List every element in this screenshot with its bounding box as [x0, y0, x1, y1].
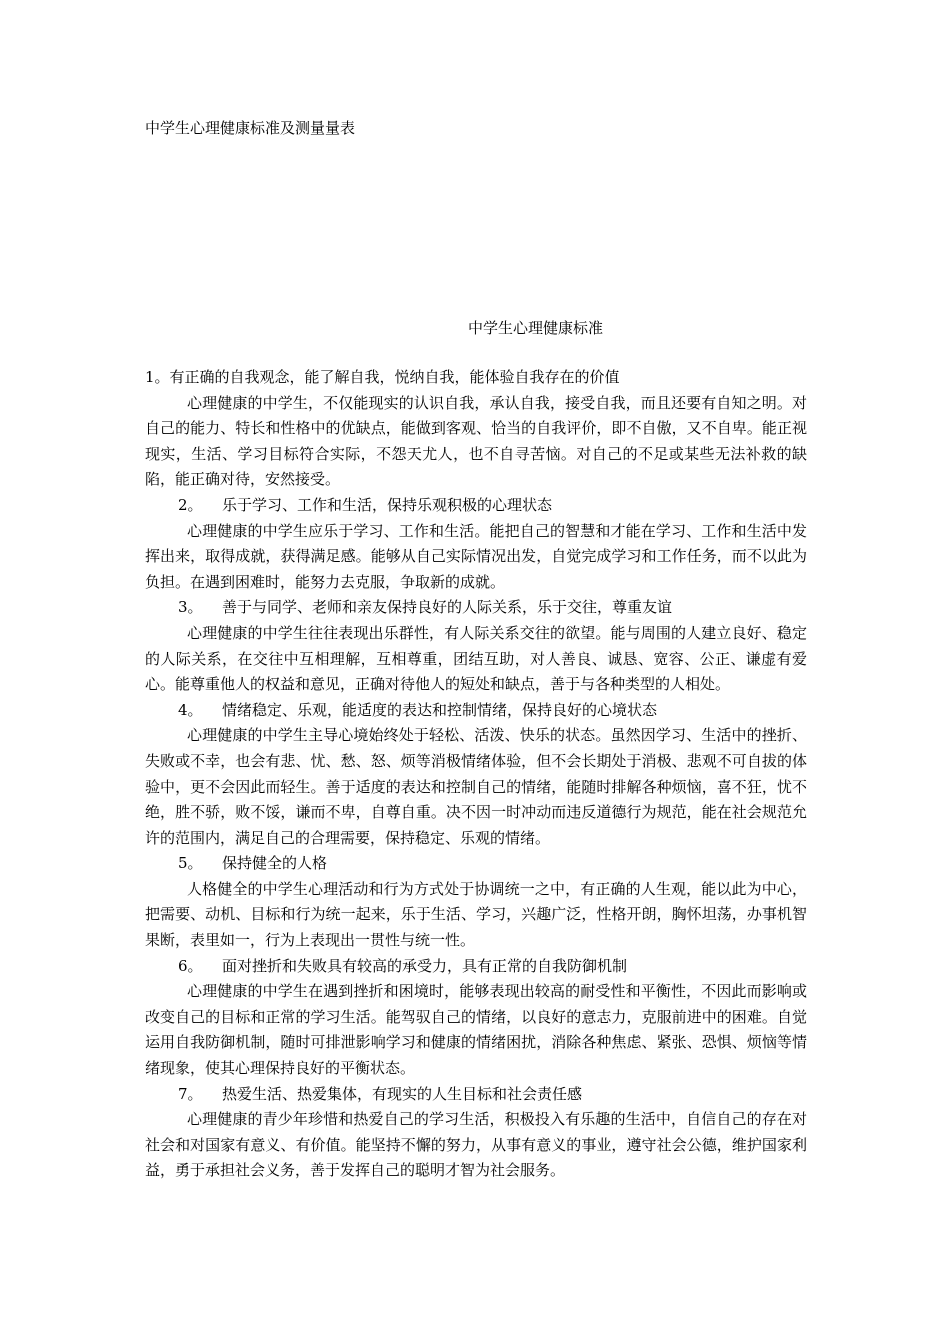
item-number: 6。: [178, 956, 203, 975]
item-paragraph-4: 心理健康的中学生主导心境始终处于轻松、活泼、快乐的状态。虽然因学习、生活中的挫折、失败或不幸，也会有悲、忧、愁、怒、烦等消极情绪体验，但不会长期处于消极、悲观不可自拔的体验中，更不会因此而轻生。善于适度的表达和控制自己的情绪，能随时排解各种烦恼，喜不狂，忧不绝，胜不骄，败不馁，谦而不卑，自尊自重。决不因一时冲动而违反道德行为规范，能在社会规范允许的范围内，满足自己的合理需要，保持稳定、乐观的情绪。: [145, 726, 807, 847]
document-title: 中学生心理健康标准及测量量表: [145, 119, 356, 137]
item-heading-1: [145, 365, 807, 391]
item-heading-6: [145, 954, 807, 980]
item-number: 5。: [178, 854, 203, 873]
item-heading-5: [145, 851, 807, 877]
item-heading-text: 善于与同学、老师和亲友保持良好的人际关系，乐于交往，尊重友谊: [222, 598, 673, 617]
item-heading-text: 情绪稳定、乐观，能适度的表达和控制情绪，保持良好的心境状态: [222, 700, 658, 719]
item-number: 7。: [178, 1084, 203, 1103]
item-heading-2: [145, 493, 807, 519]
item-heading-3: [145, 595, 807, 621]
item-heading-text: 热爱生活、热爱集体，有现实的人生目标和社会责任感: [222, 1084, 583, 1103]
item-heading-text: 乐于学习、工作和生活，保持乐观积极的心理状态: [222, 495, 553, 514]
item-paragraph-2: 心理健康的中学生应乐于学习、工作和生活。能把自己的智慧和才能在学习、工作和生活中发挥出来，取得成就，获得满足感。能够从自己实际情况出发，自觉完成学习和工作任务，而不以此为负担。在遇到困难时，能努力去克服，争取新的成就。: [145, 521, 807, 591]
item-number: 3。: [178, 598, 203, 617]
item-heading-text: 面对挫折和失败具有较高的承受力，具有正常的自我防御机制: [222, 956, 628, 975]
item-number: 2。: [178, 495, 203, 514]
item-paragraph-6: 心理健康的中学生在遇到挫折和困境时，能够表现出较高的耐受性和平衡性，不因此而影响或改变自己的目标和正常的学习生活。能驾驭自己的情绪，以良好的意志力，克服前进中的困难。自觉运用自我防御机制，随时可排泄影响学习和健康的情绪困扰，消除各种焦虑、紧张、恐惧、烦恼等情绪现象，使其心理保持良好的平衡状态。: [145, 982, 807, 1078]
item-paragraph-7: 心理健康的青少年珍惜和热爱自己的学习生活，积极投入有乐趣的生活中，自信自己的存在对社会和对国家有意义、有价值。能坚持不懈的努力，从事有意义的事业，遵守社会公德，维护国家利益，勇于承担社会义务，善于发挥自己的聪明才智为社会服务。: [145, 1110, 807, 1180]
item-heading-text: 有正确的自我观念，能了解自我，悦纳自我，能体验自我存在的价值: [169, 368, 620, 386]
item-heading-4: [145, 698, 807, 724]
item-paragraph-3: 心理健康的中学生往往表现出乐群性，有人际关系交往的欲望。能与周围的人建立良好、稳定的人际关系，在交往中互相理解，互相尊重，团结互助，对人善良、诚恳、宽容、公正、谦虚有爱心。能尊重他人的权益和意见，正确对待他人的短处和缺点，善于与各种类型的人相处。: [145, 623, 807, 694]
item-number: 4。: [178, 700, 203, 719]
item-paragraph-1: 心理健康的中学生，不仅能现实的认识自我，承认自我，接受自我，而且还要有自知之明。对自己的能力、特长和性格中的优缺点，能做到客观、恰当的自我评价，即不自傲，又不自卑。能正视现实，生活、学习目标符合实际，不怨天尤人，也不自寻苦恼。对自己的不足或某些无法补救的缺陷，能正确对待，安然接受。: [145, 393, 807, 489]
item-heading-text: 保持健全的人格: [222, 854, 328, 873]
item-paragraph-5: 人格健全的中学生心理活动和行为方式处于协调统一之中，有正确的人生观，能以此为中心，把需要、动机、目标和行为统一起来，乐于生活、学习，兴趣广泛，性格开朗，胸怀坦荡，办事机智果断，表里如一，行为上表现出一贯性与统一性。: [145, 879, 807, 950]
item-heading-7: [145, 1082, 807, 1108]
document-body: [145, 365, 807, 1184]
section-title: 中学生心理健康标准: [468, 319, 604, 337]
item-number: 1。: [145, 368, 170, 386]
